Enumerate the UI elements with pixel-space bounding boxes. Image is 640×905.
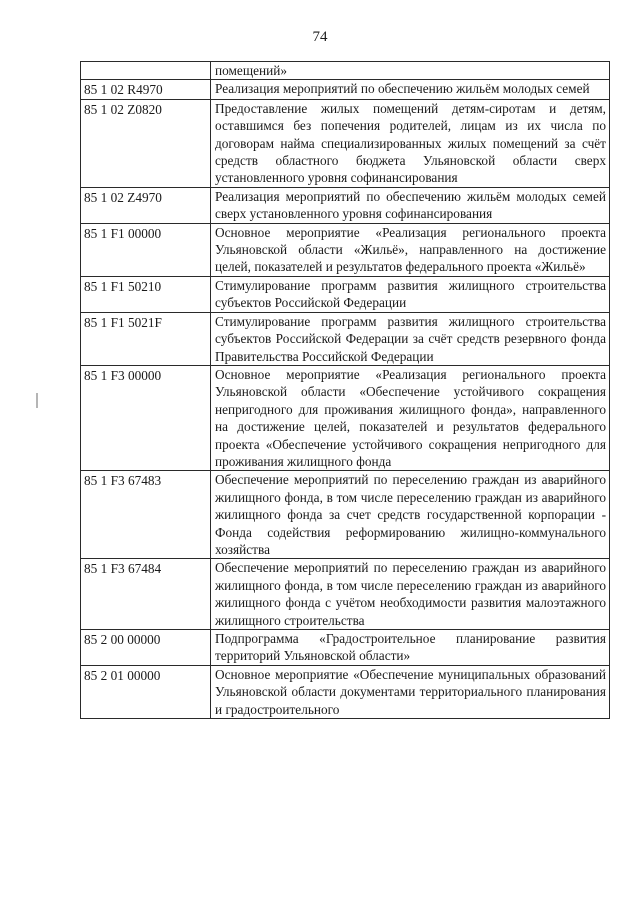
table-row bbox=[81, 276, 610, 312]
table-row bbox=[81, 471, 610, 559]
row-code: 85 1 F1 50210 bbox=[81, 276, 211, 312]
table-row bbox=[81, 62, 610, 80]
table-row bbox=[81, 665, 610, 718]
row-code: 85 1 02 Z0820 bbox=[81, 99, 211, 187]
row-code: 85 1 F1 00000 bbox=[81, 223, 211, 276]
table-row bbox=[81, 80, 610, 99]
row-description: Основное мероприятие «Реализация регионального проекта Ульяновской области «Жильё», направленного на достижение целей, показателей и результатов федерального проекта «Жильё» bbox=[211, 223, 610, 276]
row-description: Основное мероприятие «Обеспечение муниципальных образований Ульяновской области документами территориального планирования и градостроительного bbox=[211, 665, 610, 718]
row-description: Стимулирование программ развития жилищного строительства субъектов Российской Федерации за счёт средств резервного фонда Правительства Российской Федерации bbox=[211, 312, 610, 365]
row-code: 85 2 00 00000 bbox=[81, 630, 211, 666]
row-code: 85 1 02 Z4970 bbox=[81, 187, 211, 223]
row-code: 85 1 F3 67483 bbox=[81, 471, 211, 559]
row-code: 85 1 F3 67484 bbox=[81, 559, 211, 630]
row-description: помещений» bbox=[211, 62, 610, 80]
row-description: Обеспечение мероприятий по переселению граждан из аварийного жилищного фонда, в том числе переселению граждан из аварийного жилищного фонда с учётом необходимости развития малоэтажного жилищного строительства bbox=[211, 559, 610, 630]
row-description: Предоставление жилых помещений детям-сиротам и детям, оставшимся без попечения родителей, лицам из их числа по договорам найма специализированных жилых помещений за счёт средств областного бюджета Ульяновской области сверх установленного уровня софинансирования bbox=[211, 99, 610, 187]
row-description: Стимулирование программ развития жилищного строительства субъектов Российской Федерации bbox=[211, 276, 610, 312]
table-row bbox=[81, 559, 610, 630]
row-description: Подпрограмма «Градостроительное планирование развития территорий Ульяновской области» bbox=[211, 630, 610, 666]
row-description: Обеспечение мероприятий по переселению граждан из аварийного жилищного фонда, в том числе переселению граждан из аварийного жилищного фонда за счет средств государственной корпорации - Фонда содействия реформированию жилищно-коммунального хозяйства bbox=[211, 471, 610, 559]
page-number: 74 bbox=[312, 29, 328, 45]
table-row bbox=[81, 223, 610, 276]
row-code: 85 2 01 00000 bbox=[81, 665, 211, 718]
row-description: Реализация мероприятий по обеспечению жильём молодых семей bbox=[211, 80, 610, 99]
table-row bbox=[81, 365, 610, 470]
row-description: Основное мероприятие «Реализация регионального проекта Ульяновской области «Обеспечение устойчивого сокращения непригодного для проживания жилищного фонда», направленного на достижение целей, показателей и результатов федерального проекта «Обеспечение устойчивого сокращения непригодного для проживания жилищного фонда bbox=[211, 365, 610, 470]
row-code bbox=[81, 62, 211, 80]
table-row bbox=[81, 187, 610, 223]
row-code: 85 1 F1 5021F bbox=[81, 312, 211, 365]
table-row bbox=[81, 312, 610, 365]
budget-classification-table bbox=[80, 61, 610, 719]
table-row bbox=[81, 630, 610, 666]
row-code: 85 1 F3 00000 bbox=[81, 365, 211, 470]
row-description: Реализация мероприятий по обеспечению жильём молодых семей сверх установленного уровня софинансирования bbox=[211, 187, 610, 223]
row-code: 85 1 02 R4970 bbox=[81, 80, 211, 99]
margin-mark bbox=[36, 393, 38, 408]
table-row bbox=[81, 99, 610, 187]
